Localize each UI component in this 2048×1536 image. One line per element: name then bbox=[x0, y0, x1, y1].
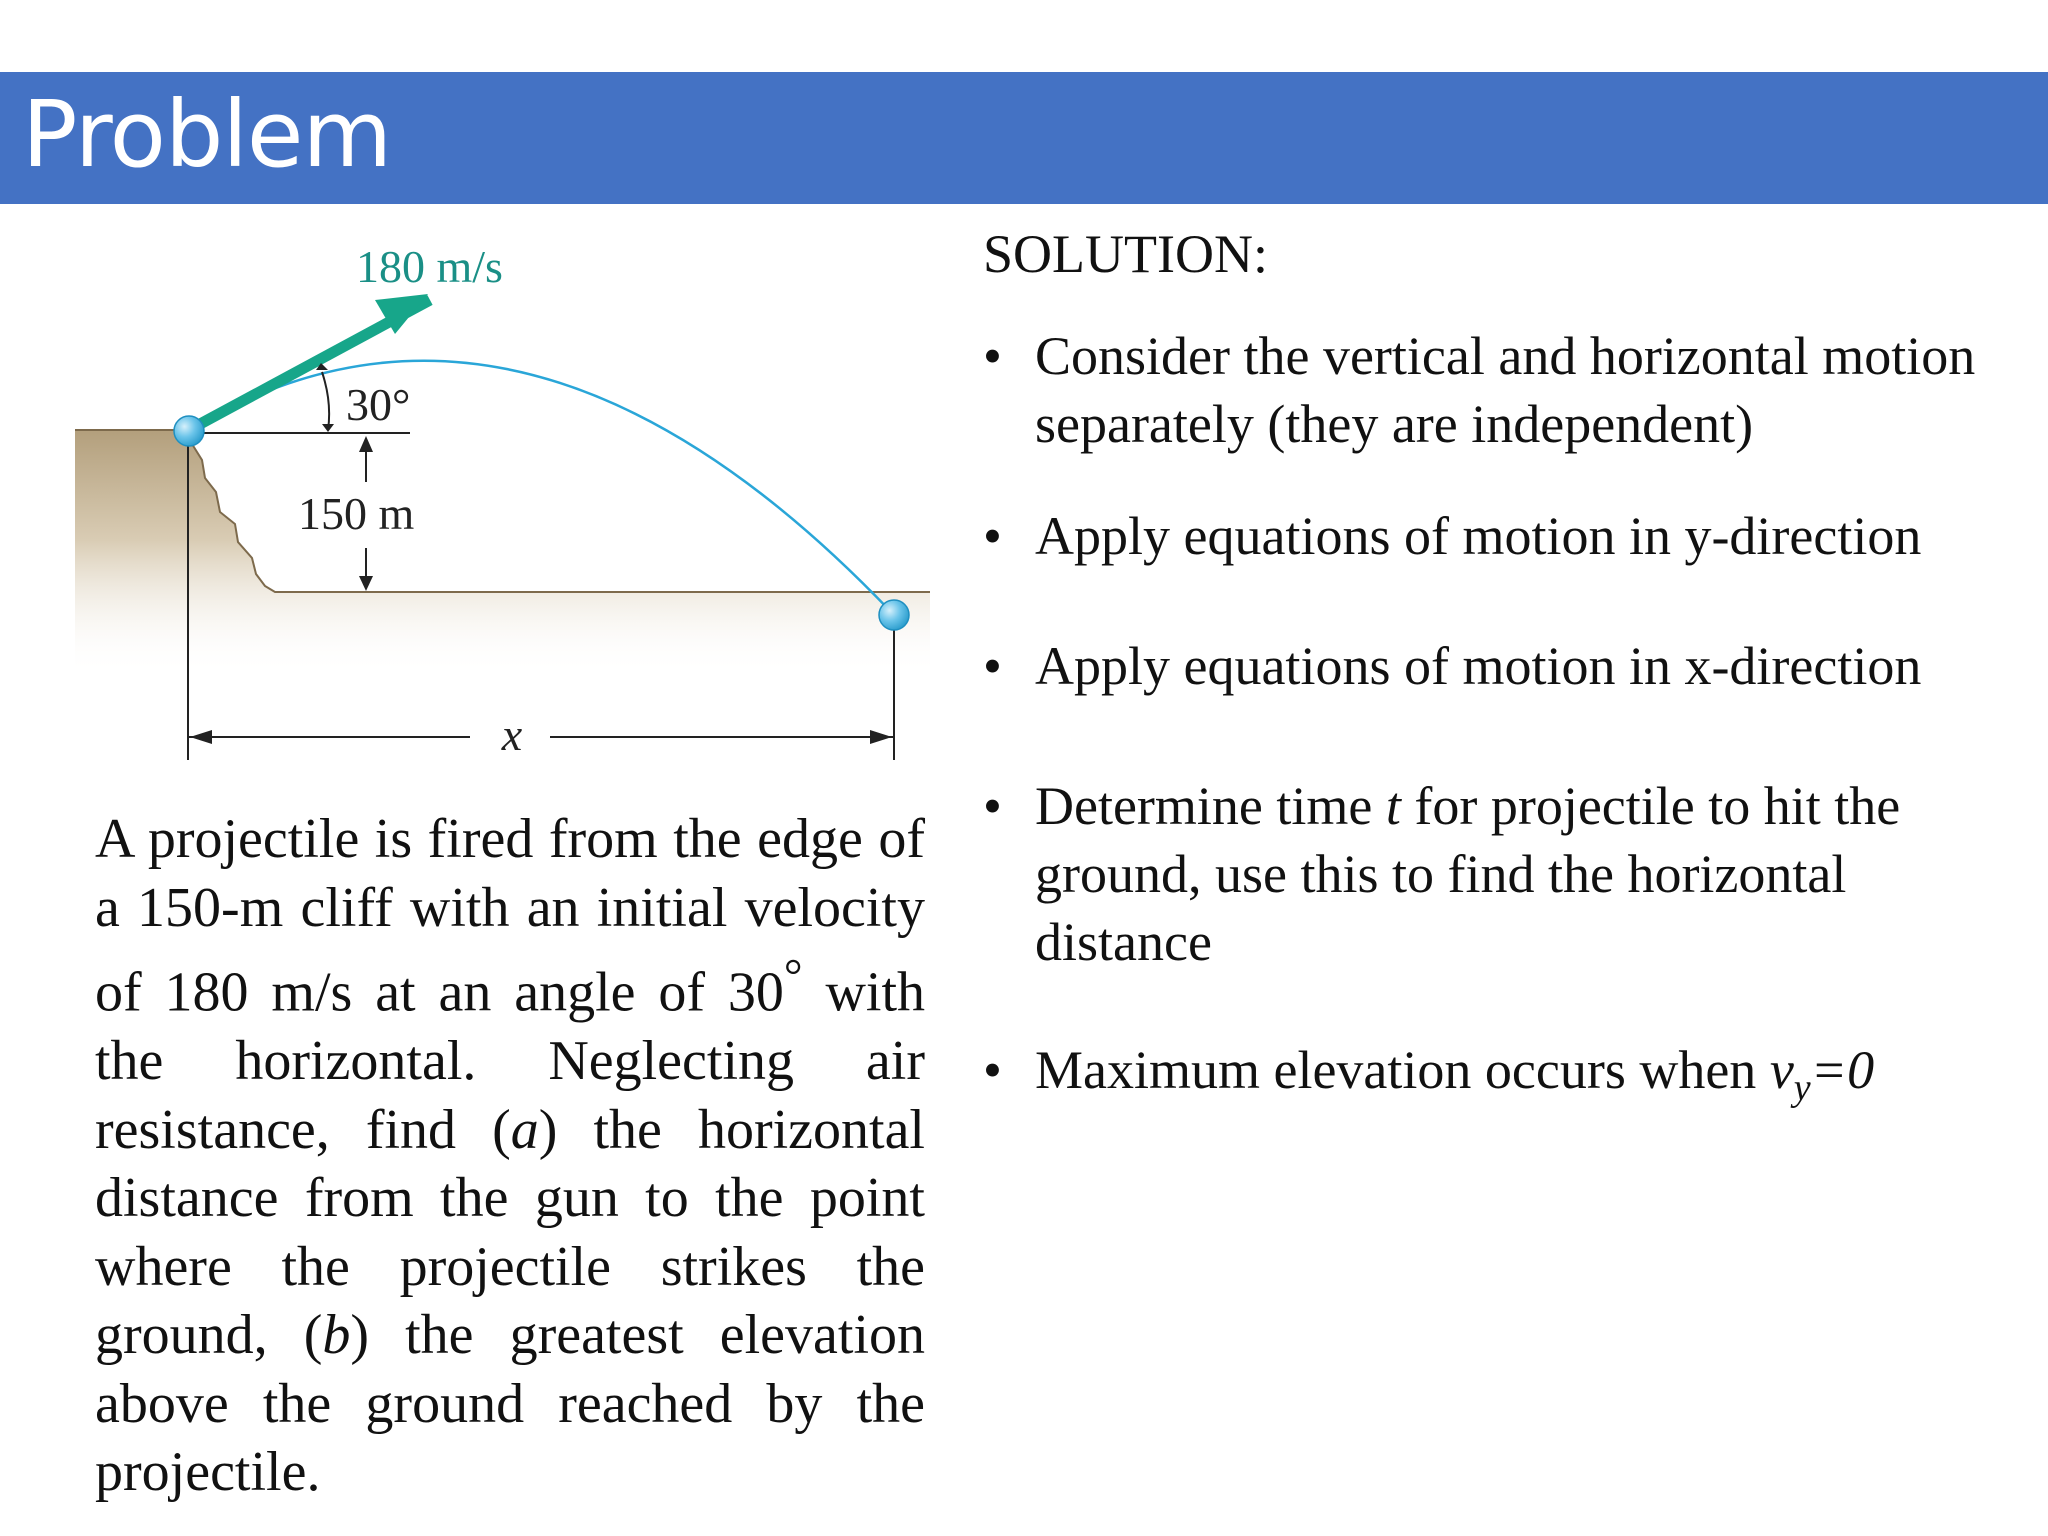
problem-text-part-2: with the horizontal. Neglecting air resistance, find ( bbox=[95, 961, 925, 1161]
problem-text-part-4: ) the greatest elevation above the ground reached by the projectile. bbox=[95, 1304, 926, 1504]
bullet-dot: • bbox=[983, 1040, 1002, 1100]
bullet-text: Consider the vertical and horizontal motion separately (they are independent) bbox=[1035, 326, 1976, 454]
angle-label: 30° bbox=[346, 379, 411, 430]
impact-ball bbox=[879, 600, 909, 630]
angle-arrowhead-bottom bbox=[322, 424, 334, 432]
time-variable: t bbox=[1385, 776, 1401, 836]
height-arrowhead-bottom bbox=[359, 576, 373, 591]
bullet-dot: • bbox=[983, 636, 1002, 696]
bullet-text: Apply equations of motion in x-direction bbox=[1035, 636, 1922, 696]
distance-arrowhead-right bbox=[870, 730, 892, 744]
part-b-letter: b bbox=[322, 1304, 351, 1367]
bullet-4-post: for projectile to hit the ground, use this to find the horizontal distance bbox=[1035, 776, 1901, 972]
bullet-text bbox=[1035, 772, 2025, 976]
problem-text-part-1: A projectile is fired from the edge of a 150-m cliff with an initial velocity of 180 m/s at an angle of 30 bbox=[95, 808, 925, 1024]
title-bar bbox=[0, 72, 2048, 204]
angle-arc bbox=[322, 372, 329, 430]
slide-title: Problem bbox=[22, 81, 392, 188]
height-arrowhead-top bbox=[359, 436, 373, 452]
bullet-dot: • bbox=[983, 506, 1002, 566]
velocity-subscript: y bbox=[1793, 1067, 1811, 1109]
bullet-5-post: =0 bbox=[1810, 1040, 1875, 1100]
problem-statement bbox=[95, 805, 925, 1507]
problem-text-part-3: ) the horizontal distance from the gun to the point where the projectile strikes the ground, ( bbox=[95, 1098, 925, 1367]
solution-heading: SOLUTION: bbox=[983, 224, 1268, 284]
velocity-variable: v bbox=[1769, 1040, 1794, 1100]
part-a-letter: a bbox=[510, 1098, 539, 1161]
bullet-text: Apply equations of motion in y-direction bbox=[1035, 506, 1922, 566]
velocity-label: 180 m/s bbox=[356, 241, 503, 292]
bullet-dot: • bbox=[983, 776, 1002, 836]
distance-label: x bbox=[501, 709, 523, 760]
projectile-figure bbox=[70, 230, 940, 770]
bullet-dot: • bbox=[983, 326, 1002, 386]
launch-ball bbox=[174, 416, 204, 446]
degree-symbol: ° bbox=[783, 950, 803, 1002]
distance-arrowhead-left bbox=[190, 730, 212, 744]
bullet-5-pre: Maximum elevation occurs when bbox=[1035, 1040, 1770, 1100]
projectile-diagram bbox=[70, 230, 940, 770]
height-label: 150 m bbox=[298, 488, 415, 539]
bullet-text bbox=[1035, 1036, 2025, 1122]
bullet-4-pre: Determine time bbox=[1035, 776, 1386, 836]
trajectory-curve bbox=[189, 361, 894, 615]
